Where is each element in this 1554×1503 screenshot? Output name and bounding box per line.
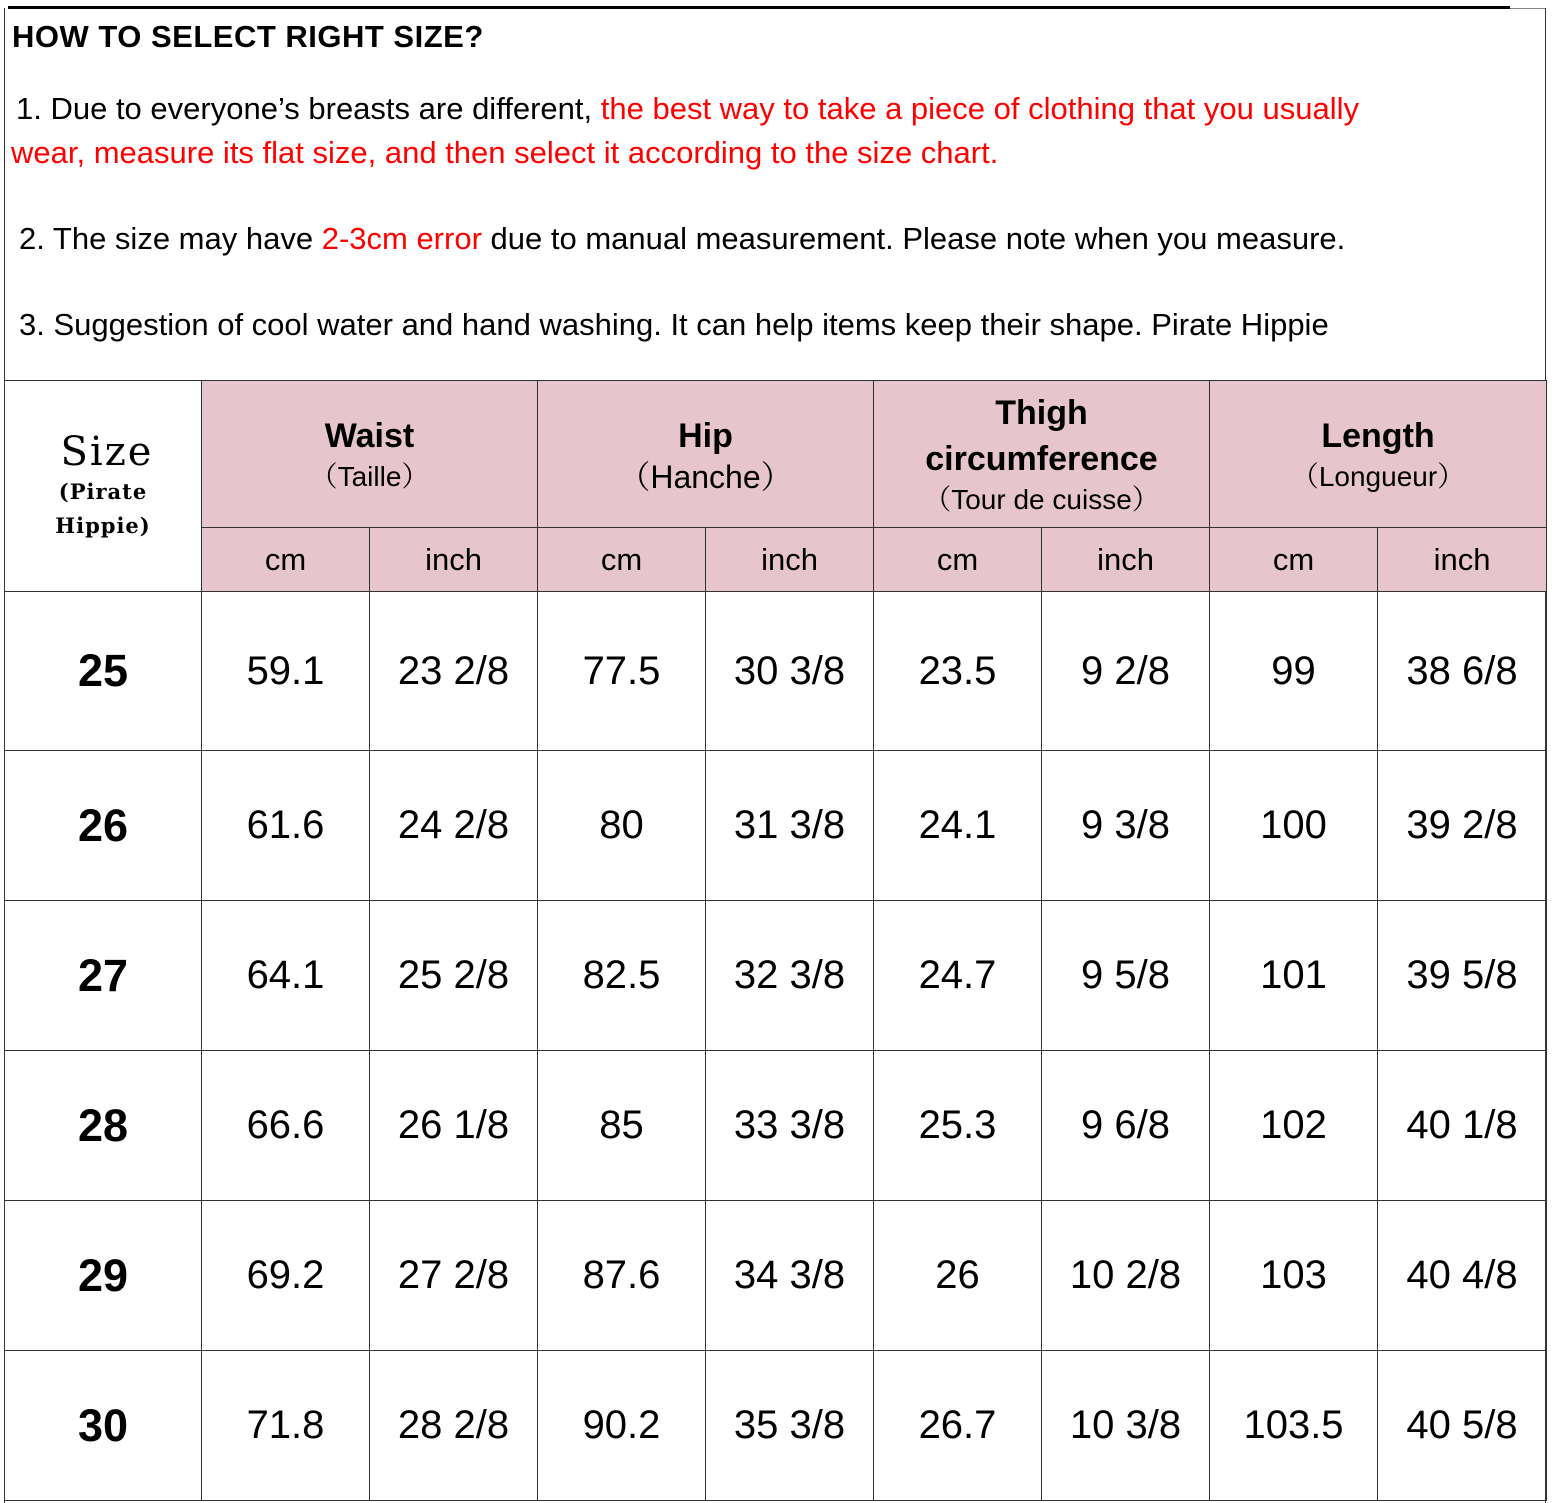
row-size-label: 29: [5, 1201, 202, 1351]
thigh-group-header: [874, 381, 1210, 528]
table-cell: 23 2/8: [370, 592, 538, 751]
table-cell: 59.1: [202, 592, 370, 751]
table-cell: 9 3/8: [1042, 751, 1210, 901]
table-cell: 40 5/8: [1378, 1351, 1547, 1501]
table-cell: 23.5: [874, 592, 1042, 751]
row-size-label: 27: [5, 901, 202, 1051]
waist-group-header: [202, 381, 538, 528]
table-row: [5, 751, 1547, 901]
unit-inch: inch: [370, 528, 538, 592]
size-header-sub-a: (Pirate: [58, 479, 148, 504]
table-cell: 38 6/8: [1378, 592, 1547, 751]
size-header-sub-b: Hippie): [55, 513, 151, 538]
table-cell: 99: [1210, 592, 1378, 751]
table-cell: 40 1/8: [1378, 1051, 1547, 1201]
hip-subtitle: （Hanche）: [618, 459, 793, 495]
table-row: [5, 901, 1547, 1051]
length-title: Length: [1321, 417, 1435, 455]
table-cell: 10 2/8: [1042, 1201, 1210, 1351]
row-size-label: 25: [5, 592, 202, 751]
table-cell: 24.7: [874, 901, 1042, 1051]
table-cell: 31 3/8: [706, 751, 874, 901]
table-cell: 32 3/8: [706, 901, 874, 1051]
note-1-text: 1. Due to everyone’s breasts are different,: [16, 91, 601, 126]
table-cell: 101: [1210, 901, 1378, 1051]
note-1-highlight-b: wear, measure its flat size, and then select it according to the size chart.: [11, 135, 999, 170]
table-cell: 9 6/8: [1042, 1051, 1210, 1201]
table-cell: 9 5/8: [1042, 901, 1210, 1051]
table-cell: 69.2: [202, 1201, 370, 1351]
table-row: [5, 1051, 1547, 1201]
note-1-line-1: [16, 87, 1359, 131]
table-cell: 39 5/8: [1378, 901, 1547, 1051]
unit-inch: inch: [1042, 528, 1210, 592]
thigh-title-a: Thigh: [995, 394, 1088, 432]
table-cell: 102: [1210, 1051, 1378, 1201]
unit-inch: inch: [706, 528, 874, 592]
unit-cm: cm: [874, 528, 1042, 592]
table-cell: 100: [1210, 751, 1378, 901]
length-subtitle: （Longueur）: [1290, 461, 1466, 492]
table-cell: 24 2/8: [370, 751, 538, 901]
table-cell: 66.6: [202, 1051, 370, 1201]
note-2-highlight: 2-3cm error: [321, 221, 482, 256]
table-cell: 90.2: [538, 1351, 706, 1501]
table-row: [5, 1201, 1547, 1351]
row-size-label: 30: [5, 1351, 202, 1501]
hip-title: Hip: [678, 417, 733, 455]
size-chart-table: [4, 380, 1547, 1501]
table-cell: 26.7: [874, 1351, 1042, 1501]
table-cell: 77.5: [538, 592, 706, 751]
table-cell: 24.1: [874, 751, 1042, 901]
page-title: HOW TO SELECT RIGHT SIZE?: [12, 19, 484, 54]
row-size-label: 28: [5, 1051, 202, 1201]
table-cell: 34 3/8: [706, 1201, 874, 1351]
note-3: 3. Suggestion of cool water and hand washing. It can help items keep their shape. Pirate Hippie: [19, 307, 1329, 342]
note-1-highlight-a: the best way to take a piece of clothing that you usually: [600, 91, 1359, 126]
table-cell: 103: [1210, 1201, 1378, 1351]
row-size-label: 26: [5, 751, 202, 901]
waist-title: Waist: [324, 417, 415, 455]
table-cell: 35 3/8: [706, 1351, 874, 1501]
table-cell: 25 2/8: [370, 901, 538, 1051]
unit-cm: cm: [538, 528, 706, 592]
thigh-subtitle: （Tour de cuisse）: [923, 484, 1160, 515]
note-1-line-2: [11, 131, 998, 175]
table-cell: 71.8: [202, 1351, 370, 1501]
waist-subtitle: （Taille）: [309, 461, 430, 492]
table-row: [5, 1351, 1547, 1501]
table-cell: 85: [538, 1051, 706, 1201]
table-cell: 26 1/8: [370, 1051, 538, 1201]
table-cell: 103.5: [1210, 1351, 1378, 1501]
length-group-header: [1210, 381, 1547, 528]
table-cell: 26: [874, 1201, 1042, 1351]
unit-cm: cm: [202, 528, 370, 592]
table-cell: 9 2/8: [1042, 592, 1210, 751]
hip-group-header: [538, 381, 874, 528]
table-cell: 10 3/8: [1042, 1351, 1210, 1501]
table-cell: 39 2/8: [1378, 751, 1547, 901]
table-cell: 61.6: [202, 751, 370, 901]
header-row-groups: [5, 381, 1547, 528]
table-cell: 27 2/8: [370, 1201, 538, 1351]
table-cell: 30 3/8: [706, 592, 874, 751]
note-2-text-b: due to manual measurement. Please note when you measure.: [481, 221, 1346, 256]
thigh-title-b: circumference: [925, 440, 1158, 478]
table-cell: 82.5: [538, 901, 706, 1051]
table-cell: 40 4/8: [1378, 1201, 1547, 1351]
unit-inch: inch: [1378, 528, 1547, 592]
table-cell: 87.6: [538, 1201, 706, 1351]
size-header-title: Size: [60, 429, 154, 475]
table-row: [5, 592, 1547, 751]
table-cell: 28 2/8: [370, 1351, 538, 1501]
table-cell: 64.1: [202, 901, 370, 1051]
size-column-header: [5, 381, 202, 592]
note-2-text-a: 2. The size may have: [19, 221, 322, 256]
header-row-units: [5, 528, 1547, 592]
unit-cm: cm: [1210, 528, 1378, 592]
table-cell: 80: [538, 751, 706, 901]
note-2: [19, 217, 1345, 261]
table-cell: 33 3/8: [706, 1051, 874, 1201]
table-cell: 25.3: [874, 1051, 1042, 1201]
